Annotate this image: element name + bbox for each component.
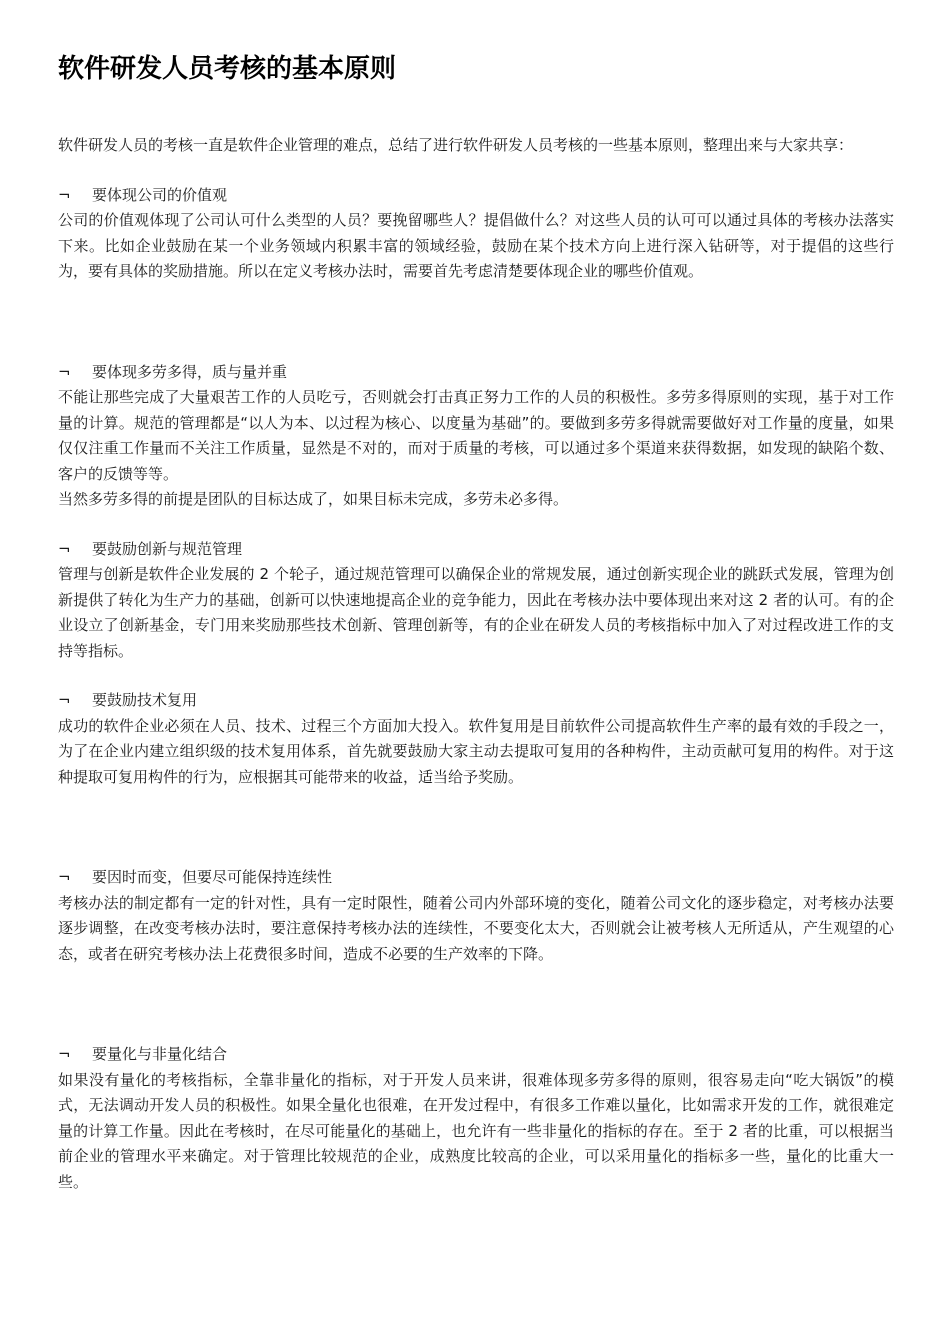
section-heading (58, 360, 894, 386)
spacer (58, 664, 894, 688)
section-heading-text: 要因时而变，但要尽可能保持连续性 (92, 868, 333, 886)
spacer (58, 159, 894, 183)
bullet-icon: ¬ (58, 362, 71, 381)
section-paragraph: 管理与创新是软件企业发展的 2 个轮子，通过规范管理可以确保企业的常规发展，通过创新实现企业的跳跃式发展，管理为创新提供了转化为生产力的基础，创新可以快速地提高企业的竞争能力，因此在考核办法中要体现出来对这 2 者的认可。有的企业设立了创新基金，专门用来奖励那些技术创新、管理创新等，有的企业在研发人员的考核指标中加入了对过程改进工作的支持等指标。 (58, 565, 894, 660)
section-reuse (58, 688, 894, 790)
section-quantification (58, 1042, 894, 1195)
bullet-icon: ¬ (58, 1045, 71, 1063)
intro-paragraph: 软件研发人员的考核一直是软件企业管理的难点，总结了进行软件研发人员考核的一些基本原则，整理出来与大家共享： (58, 136, 854, 154)
section-heading-text: 要鼓励技术复用 (92, 691, 198, 709)
section-heading-text: 要体现多劳多得，质与量并重 (92, 362, 288, 381)
section-paragraph: 考核办法的制定都有一定的针对性，具有一定时限性，随着公司内外部环境的变化，随着公司文化的逐步稳定，对考核办法要逐步调整，在改变考核办法时，要注意保持考核办法的连续性，不要变化太大，否则就会让被考核人无所适从，产生观望的心态，或者在研究考核办法上花费很多时间，造成不必要的生产效率的下降。 (58, 893, 894, 963)
section-continuity (58, 865, 894, 967)
section-paragraph: 如果没有量化的考核指标，全靠非量化的指标，对于开发人员来讲，很难体现多劳多得的原则，很容易走向“吃大锅饭”的模式，无法调动开发人员的积极性。如果全量化也很难，在开发过程中，有很多工作难以量化，比如需求开发的工作，就很难定量的计算工作量。因此在考核时，在尽可能量化的基础上，也允许有一些非量化的指标的存在。至于 2 者的比重，可以根据当前企业的管理水平来确定。对于管理比较规范的企业，成熟度比较高的企业，可以采用量化的指标多一些，量化的比重大一些。 (58, 1070, 894, 1191)
bullet-icon: ¬ (58, 539, 71, 558)
section-paragraph: 公司的价值观体现了公司认可什么类型的人员？要挽留哪些人？提倡做什么？对这些人员的认可可以通过具体的考核办法落实下来。比如企业鼓励在某一个业务领域内积累丰富的领域经验，鼓励在某个技术方向上进行深入钻研等，对于提倡的这些行为，要有具体的奖励措施。所以在定义考核办法时，需要首先考虑清楚要体现企业的哪些价值观。 (58, 211, 894, 280)
bullet-icon: ¬ (58, 691, 71, 709)
section-heading (58, 537, 894, 563)
spacer (58, 790, 894, 865)
bullet-icon: ¬ (58, 868, 71, 886)
section-workload (58, 360, 894, 513)
bullet-icon: ¬ (58, 185, 71, 204)
section-values (58, 183, 894, 285)
spacer (58, 967, 894, 1042)
section-heading (58, 1042, 894, 1068)
section-heading (58, 688, 894, 714)
section-innovation (58, 537, 894, 665)
section-heading-text: 要体现公司的价值观 (92, 185, 228, 204)
section-heading (58, 183, 894, 209)
section-paragraph: 当然多劳多得的前提是团队的目标达成了，如果目标未完成，多劳未必多得。 (58, 490, 569, 508)
section-heading (58, 865, 894, 891)
section-heading-text: 要鼓励创新与规范管理 (92, 539, 243, 558)
document-page (58, 52, 894, 1195)
spacer (58, 285, 894, 360)
section-heading-text: 要量化与非量化结合 (92, 1045, 228, 1063)
document-title: 软件研发人员考核的基本原则 (58, 54, 397, 84)
section-paragraph: 不能让那些完成了大量艰苦工作的人员吃亏，否则就会打击真正努力工作的人员的积极性。多劳多得原则的实现，基于对工作量的计算。规范的管理都是“以人为本、以过程为核心、以度量为基础”的。要做到多劳多得就需要做好对工作量的度量，如果仅仅注重工作量而不关注工作质量，显然是不对的，而对于质量的考核，可以通过多个渠道来获得数据，如发现的缺陷个数、客户的反馈等等。 (58, 388, 894, 483)
section-paragraph: 成功的软件企业必须在人员、技术、过程三个方面加大投入。软件复用是目前软件公司提高软件生产率的最有效的手段之一，为了在企业内建立组织级的技术复用体系，首先就要鼓励大家主动去提取可复用的各种构件，主动贡献可复用的构件。对于这种提取可复用构件的行为，应根据其可能带来的收益，适当给予奖励。 (58, 716, 894, 786)
spacer (58, 513, 894, 537)
